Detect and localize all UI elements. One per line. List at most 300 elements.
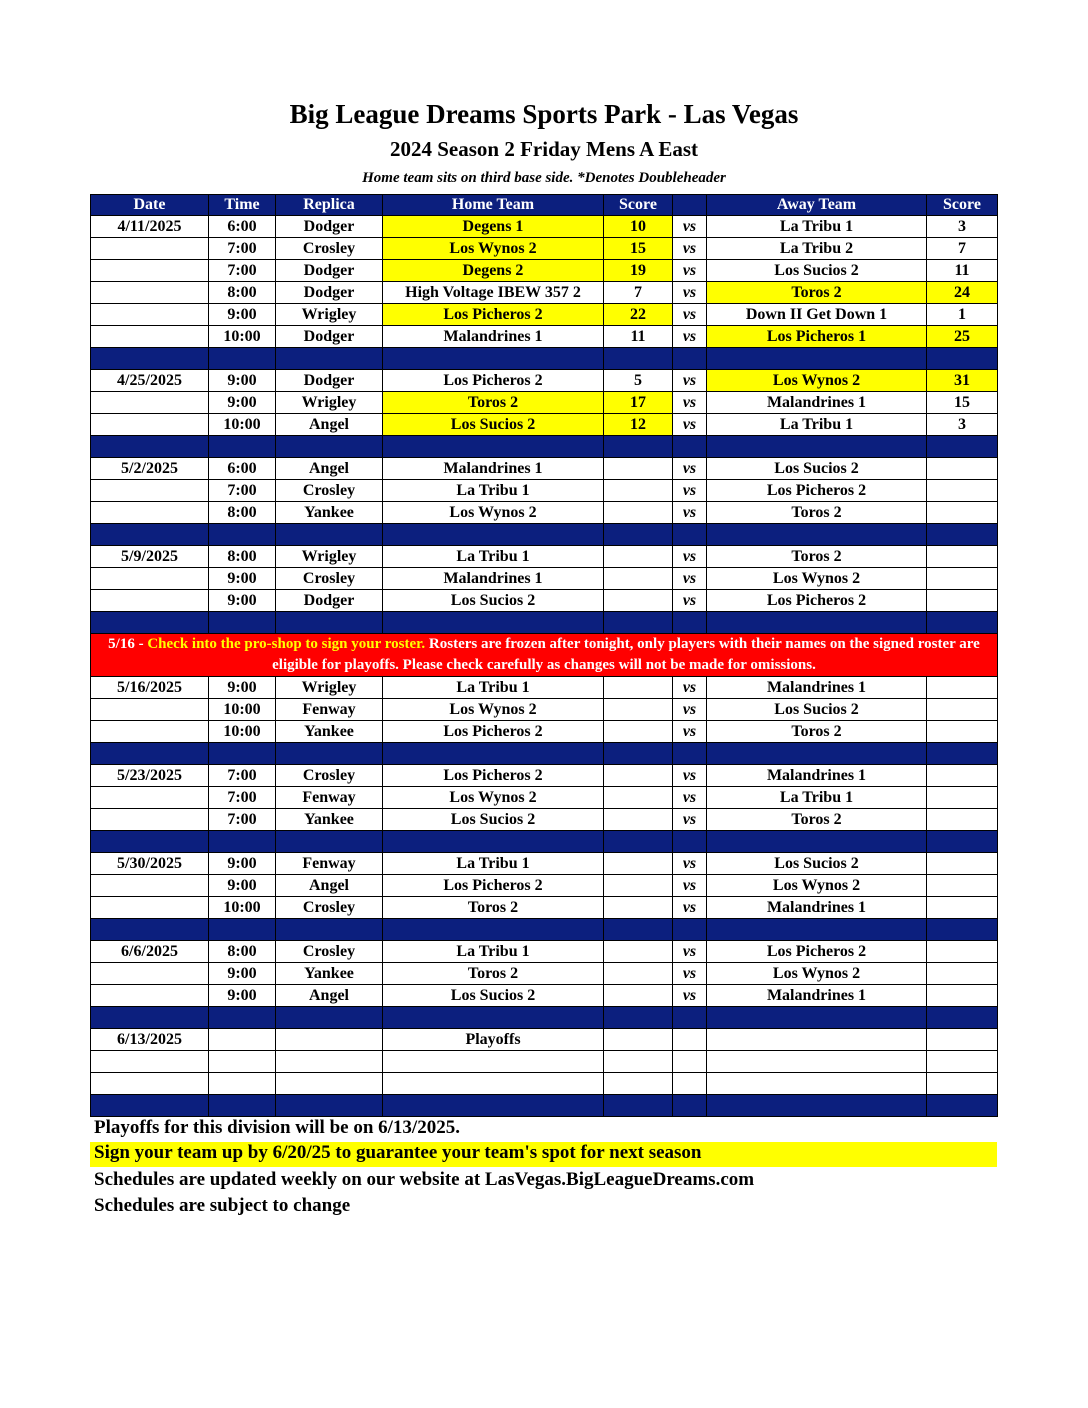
game-field: Dodger xyxy=(276,326,383,348)
separator-cell xyxy=(707,831,927,853)
game-date: 6/13/2025 xyxy=(91,1029,209,1051)
home-team: Los Wynos 2 xyxy=(383,238,604,260)
vs-label: vs xyxy=(673,304,707,326)
game-time: 8:00 xyxy=(209,502,276,524)
separator-cell xyxy=(927,919,998,941)
game-time: 9:00 xyxy=(209,677,276,699)
home-score xyxy=(604,458,673,480)
game-row xyxy=(91,963,998,985)
away-score: 3 xyxy=(927,216,998,238)
game-row xyxy=(91,765,998,787)
away-score xyxy=(927,721,998,743)
game-row xyxy=(91,853,998,875)
away-score: 24 xyxy=(927,282,998,304)
away-team: Los Wynos 2 xyxy=(707,963,927,985)
vs-label: vs xyxy=(673,502,707,524)
separator-cell xyxy=(276,436,383,458)
separator-cell xyxy=(383,1095,604,1117)
vs-label: vs xyxy=(673,853,707,875)
vs-label: vs xyxy=(673,699,707,721)
separator-cell xyxy=(673,436,707,458)
game-row xyxy=(91,392,998,414)
col-replica: Replica xyxy=(276,195,383,216)
game-field: Crosley xyxy=(276,480,383,502)
game-row xyxy=(91,809,998,831)
away-score: 1 xyxy=(927,304,998,326)
game-row xyxy=(91,721,998,743)
separator-cell xyxy=(276,1095,383,1117)
game-time xyxy=(209,1073,276,1095)
vs-label xyxy=(673,1029,707,1051)
home-score xyxy=(604,1029,673,1051)
home-team: Degens 1 xyxy=(383,216,604,238)
away-score: 15 xyxy=(927,392,998,414)
home-team: La Tribu 1 xyxy=(383,941,604,963)
home-score xyxy=(604,699,673,721)
home-team: Los Wynos 2 xyxy=(383,502,604,524)
vs-label: vs xyxy=(673,963,707,985)
separator-cell xyxy=(91,1007,209,1029)
separator-cell xyxy=(927,743,998,765)
away-team: Toros 2 xyxy=(707,809,927,831)
game-row xyxy=(91,480,998,502)
separator-cell xyxy=(383,612,604,634)
separator-cell xyxy=(673,1007,707,1029)
footer-disclaimer: Schedules are subject to change xyxy=(94,1195,351,1216)
game-row xyxy=(91,216,998,238)
vs-label: vs xyxy=(673,809,707,831)
away-team: La Tribu 2 xyxy=(707,238,927,260)
game-time: 7:00 xyxy=(209,765,276,787)
separator-cell xyxy=(383,348,604,370)
away-score xyxy=(927,787,998,809)
away-team: Toros 2 xyxy=(707,721,927,743)
separator-cell xyxy=(707,743,927,765)
vs-label: vs xyxy=(673,721,707,743)
game-date xyxy=(91,326,209,348)
separator-cell xyxy=(707,919,927,941)
game-row xyxy=(91,897,998,919)
game-row xyxy=(91,875,998,897)
game-date xyxy=(91,502,209,524)
away-team: Malandrines 1 xyxy=(707,897,927,919)
home-score xyxy=(604,985,673,1007)
home-team: Toros 2 xyxy=(383,963,604,985)
game-field: Yankee xyxy=(276,502,383,524)
away-score xyxy=(927,546,998,568)
separator-cell xyxy=(383,919,604,941)
roster-notice-row xyxy=(91,634,998,677)
separator-cell xyxy=(927,436,998,458)
separator-cell xyxy=(276,1007,383,1029)
game-date xyxy=(91,568,209,590)
away-team xyxy=(707,1051,927,1073)
game-date: 5/23/2025 xyxy=(91,765,209,787)
vs-label: vs xyxy=(673,458,707,480)
game-row xyxy=(91,1029,998,1051)
separator-cell xyxy=(91,524,209,546)
away-score: 25 xyxy=(927,326,998,348)
game-time: 9:00 xyxy=(209,590,276,612)
vs-label: vs xyxy=(673,765,707,787)
away-team: Toros 2 xyxy=(707,502,927,524)
game-time: 7:00 xyxy=(209,480,276,502)
game-row xyxy=(91,370,998,392)
home-team: Toros 2 xyxy=(383,392,604,414)
vs-label: vs xyxy=(673,941,707,963)
home-team: Los Picheros 2 xyxy=(383,721,604,743)
game-date xyxy=(91,787,209,809)
game-date xyxy=(91,414,209,436)
separator-cell xyxy=(209,348,276,370)
separator-cell xyxy=(707,348,927,370)
header-row xyxy=(91,195,998,216)
vs-label: vs xyxy=(673,480,707,502)
separator-cell xyxy=(604,919,673,941)
away-team: Los Sucios 2 xyxy=(707,699,927,721)
game-date: 5/9/2025 xyxy=(91,546,209,568)
game-time: 10:00 xyxy=(209,897,276,919)
game-time: 8:00 xyxy=(209,546,276,568)
notice-text: Rosters are frozen after tonight, only players with their names on the signed roster are eligible for playoffs. Please check carefully as changes will not be made for omissions. xyxy=(272,636,980,673)
home-team: Toros 2 xyxy=(383,897,604,919)
game-field: Fenway xyxy=(276,853,383,875)
separator-cell xyxy=(383,524,604,546)
away-team: Los Picheros 1 xyxy=(707,326,927,348)
separator-cell xyxy=(91,436,209,458)
home-team: La Tribu 1 xyxy=(383,677,604,699)
separator-cell xyxy=(604,831,673,853)
separator-cell xyxy=(673,524,707,546)
notice-warning: Check into the pro-shop to sign your roster. xyxy=(147,636,426,652)
away-score xyxy=(927,809,998,831)
footer-website: Schedules are updated weekly on our website at LasVegas.BigLeagueDreams.com xyxy=(94,1169,755,1190)
separator-cell xyxy=(673,919,707,941)
game-field xyxy=(276,1051,383,1073)
game-row xyxy=(91,1073,998,1095)
separator-cell xyxy=(276,831,383,853)
game-field: Fenway xyxy=(276,787,383,809)
separator-cell xyxy=(91,743,209,765)
vs-label: vs xyxy=(673,590,707,612)
vs-label: vs xyxy=(673,414,707,436)
away-team: Los Picheros 2 xyxy=(707,590,927,612)
separator-cell xyxy=(276,612,383,634)
notice-date: 5/16 - xyxy=(108,636,148,652)
game-date: 6/6/2025 xyxy=(91,941,209,963)
footer-signup: Sign your team up by 6/20/25 to guarantee your team's spot for next season xyxy=(90,1142,997,1167)
away-team: Malandrines 1 xyxy=(707,985,927,1007)
game-date: 5/30/2025 xyxy=(91,853,209,875)
game-time: 10:00 xyxy=(209,326,276,348)
home-score: 22 xyxy=(604,304,673,326)
game-time: 10:00 xyxy=(209,414,276,436)
home-team: Los Wynos 2 xyxy=(383,699,604,721)
col-away-team: Away Team xyxy=(707,195,927,216)
game-row xyxy=(91,502,998,524)
game-field: Crosley xyxy=(276,238,383,260)
game-date xyxy=(91,897,209,919)
game-time: 9:00 xyxy=(209,392,276,414)
game-row xyxy=(91,985,998,1007)
separator-cell xyxy=(707,1007,927,1029)
separator-row xyxy=(91,831,998,853)
home-score xyxy=(604,809,673,831)
col-vs xyxy=(673,195,707,216)
vs-label: vs xyxy=(673,392,707,414)
away-score xyxy=(927,699,998,721)
separator-cell xyxy=(673,612,707,634)
away-score xyxy=(927,590,998,612)
game-time: 6:00 xyxy=(209,216,276,238)
vs-label: vs xyxy=(673,326,707,348)
home-score xyxy=(604,568,673,590)
game-time: 9:00 xyxy=(209,370,276,392)
home-team: Malandrines 1 xyxy=(383,568,604,590)
col-home-team: Home Team xyxy=(383,195,604,216)
game-date xyxy=(91,1051,209,1073)
game-time: 10:00 xyxy=(209,699,276,721)
home-team: Los Picheros 2 xyxy=(383,370,604,392)
separator-cell xyxy=(604,524,673,546)
home-team: Los Wynos 2 xyxy=(383,787,604,809)
separator-cell xyxy=(276,743,383,765)
game-time xyxy=(209,1051,276,1073)
vs-label: vs xyxy=(673,216,707,238)
away-score: 3 xyxy=(927,414,998,436)
home-score xyxy=(604,590,673,612)
game-date xyxy=(91,392,209,414)
separator-cell xyxy=(209,1095,276,1117)
game-date: 5/2/2025 xyxy=(91,458,209,480)
separator-cell xyxy=(604,348,673,370)
home-score xyxy=(604,765,673,787)
away-team: Malandrines 1 xyxy=(707,677,927,699)
vs-label: vs xyxy=(673,260,707,282)
game-field: Dodger xyxy=(276,282,383,304)
separator-cell xyxy=(927,524,998,546)
game-time: 7:00 xyxy=(209,787,276,809)
home-team: La Tribu 1 xyxy=(383,853,604,875)
away-score: 7 xyxy=(927,238,998,260)
page-subtitle: 2024 Season 2 Friday Mens A East xyxy=(389,137,699,161)
vs-label: vs xyxy=(673,370,707,392)
game-row xyxy=(91,699,998,721)
separator-cell xyxy=(209,524,276,546)
away-score xyxy=(927,1029,998,1051)
separator-cell xyxy=(383,743,604,765)
vs-label xyxy=(673,1051,707,1073)
game-time: 9:00 xyxy=(209,568,276,590)
separator-row xyxy=(91,1095,998,1117)
separator-cell xyxy=(707,436,927,458)
game-time: 9:00 xyxy=(209,853,276,875)
away-team: Los Wynos 2 xyxy=(707,370,927,392)
roster-notice xyxy=(91,634,998,677)
separator-cell xyxy=(91,612,209,634)
game-date xyxy=(91,282,209,304)
game-row xyxy=(91,458,998,480)
separator-cell xyxy=(707,612,927,634)
game-field: Yankee xyxy=(276,809,383,831)
home-score: 11 xyxy=(604,326,673,348)
home-score: 15 xyxy=(604,238,673,260)
away-score xyxy=(927,502,998,524)
away-score xyxy=(927,568,998,590)
separator-cell xyxy=(927,612,998,634)
separator-cell xyxy=(673,348,707,370)
separator-row xyxy=(91,612,998,634)
home-score: 5 xyxy=(604,370,673,392)
home-score: 17 xyxy=(604,392,673,414)
separator-cell xyxy=(276,524,383,546)
home-team: High Voltage IBEW 357 2 xyxy=(383,282,604,304)
game-date xyxy=(91,1073,209,1095)
game-time: 9:00 xyxy=(209,963,276,985)
game-field: Dodger xyxy=(276,216,383,238)
game-field: Dodger xyxy=(276,260,383,282)
separator-cell xyxy=(673,1095,707,1117)
vs-label: vs xyxy=(673,238,707,260)
away-team: Malandrines 1 xyxy=(707,765,927,787)
away-score xyxy=(927,458,998,480)
game-date: 5/16/2025 xyxy=(91,677,209,699)
away-team: La Tribu 1 xyxy=(707,216,927,238)
separator-cell xyxy=(927,1095,998,1117)
game-date xyxy=(91,590,209,612)
home-team: Malandrines 1 xyxy=(383,326,604,348)
separator-row xyxy=(91,1007,998,1029)
away-team xyxy=(707,1029,927,1051)
separator-cell xyxy=(707,1095,927,1117)
home-score: 10 xyxy=(604,216,673,238)
game-field: Fenway xyxy=(276,699,383,721)
vs-label: vs xyxy=(673,546,707,568)
away-team: Down II Get Down 1 xyxy=(707,304,927,326)
home-score xyxy=(604,963,673,985)
game-row xyxy=(91,677,998,699)
game-row xyxy=(91,326,998,348)
home-score xyxy=(604,1073,673,1095)
game-date xyxy=(91,699,209,721)
home-team: Los Picheros 2 xyxy=(383,765,604,787)
away-team: Toros 2 xyxy=(707,282,927,304)
col-away-score: Score xyxy=(927,195,998,216)
game-row xyxy=(91,1051,998,1073)
away-team: Los Picheros 2 xyxy=(707,941,927,963)
game-row xyxy=(91,282,998,304)
col-home-score: Score xyxy=(604,195,673,216)
home-team: Playoffs xyxy=(383,1029,604,1051)
game-date xyxy=(91,304,209,326)
game-row xyxy=(91,260,998,282)
home-score xyxy=(604,787,673,809)
game-date xyxy=(91,985,209,1007)
home-team: Degens 2 xyxy=(383,260,604,282)
separator-cell xyxy=(383,436,604,458)
home-team: Los Picheros 2 xyxy=(383,875,604,897)
home-team xyxy=(383,1073,604,1095)
home-score xyxy=(604,941,673,963)
game-date xyxy=(91,238,209,260)
away-score xyxy=(927,875,998,897)
separator-cell xyxy=(91,831,209,853)
separator-cell xyxy=(209,831,276,853)
game-field: Wrigley xyxy=(276,304,383,326)
home-team: Los Sucios 2 xyxy=(383,985,604,1007)
vs-label: vs xyxy=(673,677,707,699)
page-title: Big League Dreams Sports Park - Las Vegas xyxy=(289,99,799,129)
home-team xyxy=(383,1051,604,1073)
home-team: La Tribu 1 xyxy=(383,546,604,568)
game-time: 7:00 xyxy=(209,238,276,260)
separator-cell xyxy=(927,1007,998,1029)
home-team: Los Sucios 2 xyxy=(383,414,604,436)
away-team: Los Sucios 2 xyxy=(707,458,927,480)
vs-label: vs xyxy=(673,897,707,919)
game-time: 9:00 xyxy=(209,985,276,1007)
separator-cell xyxy=(927,348,998,370)
home-score: 12 xyxy=(604,414,673,436)
schedule-table xyxy=(90,194,998,1117)
game-field: Wrigley xyxy=(276,392,383,414)
footer-playoffs: Playoffs for this division will be on 6/13/2025. xyxy=(94,1117,460,1138)
away-score: 31 xyxy=(927,370,998,392)
game-date xyxy=(91,875,209,897)
game-time: 8:00 xyxy=(209,941,276,963)
away-score xyxy=(927,765,998,787)
game-field: Wrigley xyxy=(276,677,383,699)
home-score xyxy=(604,721,673,743)
game-field: Angel xyxy=(276,875,383,897)
separator-cell xyxy=(383,1007,604,1029)
vs-label xyxy=(673,1073,707,1095)
away-team xyxy=(707,1073,927,1095)
away-score xyxy=(927,1073,998,1095)
game-time: 7:00 xyxy=(209,260,276,282)
game-field: Dodger xyxy=(276,370,383,392)
home-score xyxy=(604,1051,673,1073)
home-score xyxy=(604,853,673,875)
separator-cell xyxy=(276,919,383,941)
separator-cell xyxy=(91,1095,209,1117)
separator-cell xyxy=(209,436,276,458)
game-row xyxy=(91,568,998,590)
separator-cell xyxy=(209,1007,276,1029)
separator-row xyxy=(91,524,998,546)
home-team: Los Sucios 2 xyxy=(383,809,604,831)
away-team: Los Picheros 2 xyxy=(707,480,927,502)
separator-cell xyxy=(209,919,276,941)
game-date: 4/25/2025 xyxy=(91,370,209,392)
home-score xyxy=(604,502,673,524)
game-field: Dodger xyxy=(276,590,383,612)
home-score xyxy=(604,677,673,699)
away-score xyxy=(927,480,998,502)
separator-cell xyxy=(91,919,209,941)
vs-label: vs xyxy=(673,985,707,1007)
away-team: Los Wynos 2 xyxy=(707,875,927,897)
home-score xyxy=(604,875,673,897)
col-date: Date xyxy=(91,195,209,216)
game-date: 4/11/2025 xyxy=(91,216,209,238)
game-row xyxy=(91,787,998,809)
away-score: 11 xyxy=(927,260,998,282)
col-time: Time xyxy=(209,195,276,216)
game-date xyxy=(91,721,209,743)
game-row xyxy=(91,590,998,612)
away-team: La Tribu 1 xyxy=(707,787,927,809)
